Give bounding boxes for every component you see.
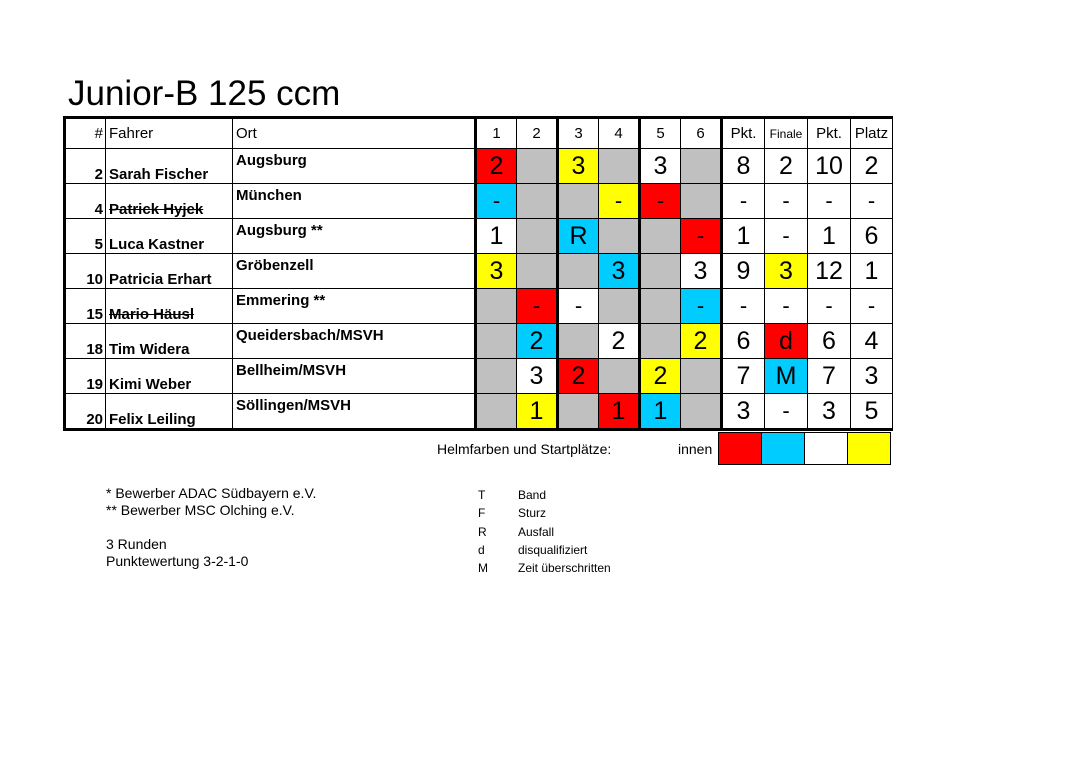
heat-result-cell: 2 bbox=[640, 359, 681, 394]
heat-result-cell: - bbox=[517, 289, 558, 324]
heat-result-cell: 1 bbox=[517, 394, 558, 430]
rider-name: Mario Häusl bbox=[106, 289, 233, 324]
heat-result-cell bbox=[599, 149, 640, 184]
code-row bbox=[478, 559, 611, 577]
heat-result-cell bbox=[681, 149, 722, 184]
placement-cell: 4 bbox=[851, 324, 893, 359]
heat-result-cell: 3 bbox=[640, 149, 681, 184]
helmet-color-swatch bbox=[762, 433, 805, 464]
rider-name: Patricia Erhart bbox=[106, 254, 233, 289]
rider-location: Gröbenzell bbox=[233, 254, 476, 289]
heat-result-cell: 3 bbox=[517, 359, 558, 394]
rider-number: 15 bbox=[65, 289, 106, 324]
heat-result-cell: 2 bbox=[517, 324, 558, 359]
heat-result-cell: - bbox=[599, 184, 640, 219]
points-cell: - bbox=[722, 289, 765, 324]
helmet-color-swatch bbox=[805, 433, 848, 464]
rider-number: 4 bbox=[65, 184, 106, 219]
rider-number: 5 bbox=[65, 219, 106, 254]
heat-result-cell: 2 bbox=[558, 359, 599, 394]
rider-location: München bbox=[233, 184, 476, 219]
points-cell: - bbox=[722, 184, 765, 219]
heat-result-cell: 2 bbox=[681, 324, 722, 359]
heat-result-cell: - bbox=[640, 184, 681, 219]
heat-result-cell bbox=[517, 254, 558, 289]
heat-result-cell bbox=[640, 219, 681, 254]
heat-result-cell: 1 bbox=[476, 219, 517, 254]
table-row bbox=[65, 254, 893, 289]
rider-name: Tim Widera bbox=[106, 324, 233, 359]
note-msc: ** Bewerber MSC Olching e.V. bbox=[106, 502, 295, 518]
heat-result-cell bbox=[640, 289, 681, 324]
header-heat-6: 6 bbox=[681, 118, 722, 149]
heat-result-cell bbox=[640, 254, 681, 289]
heat-result-cell: 3 bbox=[599, 254, 640, 289]
rider-name: Kimi Weber bbox=[106, 359, 233, 394]
header-pkt: Pkt. bbox=[722, 118, 765, 149]
rider-number: 20 bbox=[65, 394, 106, 430]
total-points-cell: - bbox=[808, 184, 851, 219]
placement-cell: - bbox=[851, 289, 893, 324]
points-cell: 9 bbox=[722, 254, 765, 289]
rider-name: Felix Leiling bbox=[106, 394, 233, 430]
finale-cell: 3 bbox=[765, 254, 808, 289]
header-platz: Platz bbox=[851, 118, 893, 149]
header-pkt-total: Pkt. bbox=[808, 118, 851, 149]
heat-result-cell bbox=[476, 394, 517, 430]
rider-number: 18 bbox=[65, 324, 106, 359]
heat-result-cell: 3 bbox=[681, 254, 722, 289]
rider-location: Queidersbach/MSVH bbox=[233, 324, 476, 359]
rider-number: 10 bbox=[65, 254, 106, 289]
header-num: # bbox=[65, 118, 106, 149]
header-heat-1: 1 bbox=[476, 118, 517, 149]
finale-cell: M bbox=[765, 359, 808, 394]
total-points-cell: 12 bbox=[808, 254, 851, 289]
code-row bbox=[478, 523, 611, 541]
table-row bbox=[65, 289, 893, 324]
placement-cell: 2 bbox=[851, 149, 893, 184]
heat-result-cell: 1 bbox=[599, 394, 640, 430]
points-cell: 1 bbox=[722, 219, 765, 254]
note-adac: * Bewerber ADAC Südbayern e.V. bbox=[106, 485, 317, 501]
heat-result-cell: 3 bbox=[558, 149, 599, 184]
heat-result-cell: 2 bbox=[476, 149, 517, 184]
heat-result-cell: - bbox=[476, 184, 517, 219]
finale-cell: d bbox=[765, 324, 808, 359]
table-row bbox=[65, 149, 893, 184]
rider-name: Luca Kastner bbox=[106, 219, 233, 254]
table-row bbox=[65, 184, 893, 219]
code-row bbox=[478, 486, 611, 504]
placement-cell: 6 bbox=[851, 219, 893, 254]
table-row bbox=[65, 359, 893, 394]
finale-cell: 2 bbox=[765, 149, 808, 184]
heat-result-cell bbox=[558, 394, 599, 430]
header-ort: Ort bbox=[233, 118, 476, 149]
placement-cell: - bbox=[851, 184, 893, 219]
note-punktewertung: Punktewertung 3-2-1-0 bbox=[106, 553, 249, 569]
code-key: d bbox=[478, 542, 485, 557]
placement-cell: 1 bbox=[851, 254, 893, 289]
heat-result-cell bbox=[599, 219, 640, 254]
rider-location: Söllingen/MSVH bbox=[233, 394, 476, 430]
code-key: F bbox=[478, 506, 486, 521]
heat-result-cell: 3 bbox=[476, 254, 517, 289]
total-points-cell: 7 bbox=[808, 359, 851, 394]
helmet-color-legend bbox=[718, 432, 891, 465]
header-heat-2: 2 bbox=[517, 118, 558, 149]
page-title: Junior-B 125 ccm bbox=[68, 74, 341, 113]
header-heat-5: 5 bbox=[640, 118, 681, 149]
table-header-row bbox=[65, 118, 893, 149]
heat-result-cell bbox=[517, 184, 558, 219]
helmet-color-swatch bbox=[719, 433, 762, 464]
header-finale: Finale bbox=[765, 118, 808, 149]
notes bbox=[106, 485, 316, 570]
points-cell: 3 bbox=[722, 394, 765, 430]
table-row bbox=[65, 394, 893, 430]
heat-result-cell bbox=[640, 324, 681, 359]
total-points-cell: 3 bbox=[808, 394, 851, 430]
finale-cell: - bbox=[765, 289, 808, 324]
finale-cell: - bbox=[765, 184, 808, 219]
placement-cell: 3 bbox=[851, 359, 893, 394]
heat-result-cell bbox=[517, 219, 558, 254]
placement-cell: 5 bbox=[851, 394, 893, 430]
results-table bbox=[63, 116, 893, 431]
rider-location: Bellheim/MSVH bbox=[233, 359, 476, 394]
heat-result-cell bbox=[476, 359, 517, 394]
finale-cell: - bbox=[765, 219, 808, 254]
heat-result-cell bbox=[476, 289, 517, 324]
heat-result-cell bbox=[476, 324, 517, 359]
rider-number: 2 bbox=[65, 149, 106, 184]
code-row bbox=[478, 504, 611, 522]
total-points-cell: 10 bbox=[808, 149, 851, 184]
total-points-cell: - bbox=[808, 289, 851, 324]
code-value: Band bbox=[518, 488, 547, 502]
code-value: Zeit überschritten bbox=[518, 561, 611, 576]
legend-innen-label: innen bbox=[678, 441, 713, 457]
rider-name: Sarah Fischer bbox=[106, 149, 233, 184]
code-key: M bbox=[478, 561, 488, 576]
code-key: R bbox=[478, 524, 487, 539]
heat-result-cell bbox=[558, 184, 599, 219]
heat-result-cell bbox=[517, 149, 558, 184]
heat-result-cell bbox=[558, 254, 599, 289]
legend-label: Helmfarben und Startplätze: bbox=[437, 441, 612, 457]
table-row bbox=[65, 324, 893, 359]
code-key: T bbox=[478, 488, 486, 502]
heat-result-cell: R bbox=[558, 219, 599, 254]
heat-result-cell bbox=[599, 289, 640, 324]
heat-result-cell: 2 bbox=[599, 324, 640, 359]
heat-result-cell bbox=[681, 184, 722, 219]
points-cell: 7 bbox=[722, 359, 765, 394]
helmet-color-swatch bbox=[848, 433, 890, 464]
code-value: disqualifiziert bbox=[518, 542, 588, 557]
code-row bbox=[478, 541, 611, 559]
heat-result-cell: - bbox=[681, 289, 722, 324]
finale-cell: - bbox=[765, 394, 808, 430]
rider-number: 19 bbox=[65, 359, 106, 394]
total-points-cell: 1 bbox=[808, 219, 851, 254]
header-heat-3: 3 bbox=[558, 118, 599, 149]
code-value: Ausfall bbox=[518, 524, 555, 539]
rider-name: Patrick Hyjek bbox=[106, 184, 233, 219]
heat-result-cell: - bbox=[558, 289, 599, 324]
points-cell: 8 bbox=[722, 149, 765, 184]
note-runden: 3 Runden bbox=[106, 536, 167, 552]
heat-result-cell: 1 bbox=[640, 394, 681, 430]
heat-result-cell bbox=[681, 359, 722, 394]
table-row bbox=[65, 219, 893, 254]
points-cell: 6 bbox=[722, 324, 765, 359]
heat-result-cell bbox=[681, 394, 722, 430]
rider-location: Augsburg ** bbox=[233, 219, 476, 254]
code-legend bbox=[478, 486, 611, 577]
heat-result-cell bbox=[558, 324, 599, 359]
rider-location: Augsburg bbox=[233, 149, 476, 184]
heat-result-cell: - bbox=[681, 219, 722, 254]
header-fahrer: Fahrer bbox=[106, 118, 233, 149]
rider-location: Emmering ** bbox=[233, 289, 476, 324]
header-heat-4: 4 bbox=[599, 118, 640, 149]
code-value: Sturz bbox=[518, 506, 547, 521]
note-spacer bbox=[106, 519, 316, 536]
heat-result-cell bbox=[599, 359, 640, 394]
total-points-cell: 6 bbox=[808, 324, 851, 359]
